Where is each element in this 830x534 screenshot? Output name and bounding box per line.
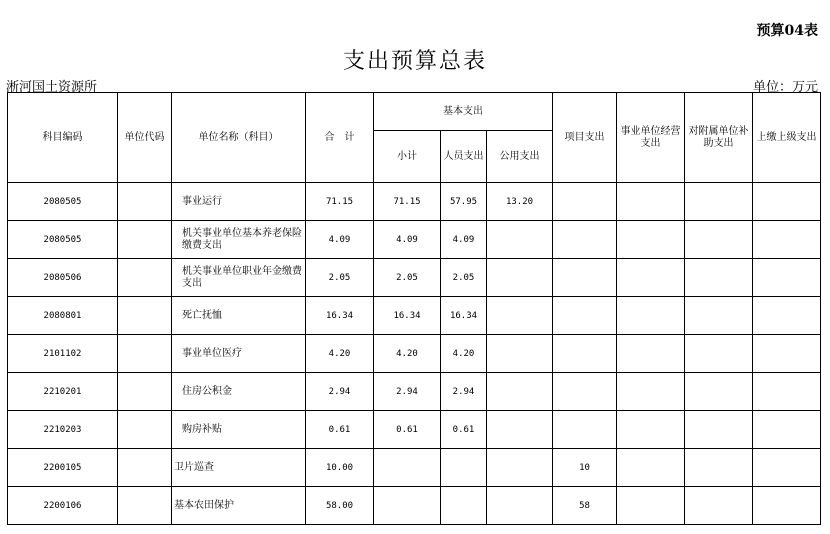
cell-business bbox=[617, 449, 685, 487]
page-title: 支出预算总表 bbox=[342, 49, 487, 74]
cell-unit-code bbox=[118, 297, 172, 335]
cell-subsidy bbox=[685, 183, 753, 221]
cell-subtotal bbox=[374, 487, 441, 525]
cell-personnel: 16.34 bbox=[441, 297, 487, 335]
form-number: 预算04表 bbox=[756, 23, 818, 39]
cell-code: 2200105 bbox=[8, 449, 118, 487]
cell-personnel bbox=[441, 449, 487, 487]
cell-name: 机关事业单位基本养老保险缴费支出 bbox=[172, 221, 306, 259]
cell-subtotal: 2.94 bbox=[374, 373, 441, 411]
cell-name: 死亡抚恤 bbox=[172, 297, 306, 335]
header-public: 公用支出 bbox=[487, 131, 553, 183]
cell-personnel: 4.20 bbox=[441, 335, 487, 373]
cell-subtotal: 4.09 bbox=[374, 221, 441, 259]
cell-total: 2.05 bbox=[306, 259, 374, 297]
cell-subsidy bbox=[685, 221, 753, 259]
cell-total: 4.09 bbox=[306, 221, 374, 259]
table-row bbox=[8, 183, 821, 221]
table-row bbox=[8, 487, 821, 525]
header-project: 项目支出 bbox=[553, 93, 617, 183]
cell-unit-code bbox=[118, 183, 172, 221]
cell-name: 事业单位医疗 bbox=[172, 335, 306, 373]
cell-unit-code bbox=[118, 335, 172, 373]
cell-personnel: 0.61 bbox=[441, 411, 487, 449]
cell-total: 10.00 bbox=[306, 449, 374, 487]
cell-subtotal: 4.20 bbox=[374, 335, 441, 373]
table-body bbox=[8, 183, 821, 525]
cell-total: 16.34 bbox=[306, 297, 374, 335]
cell-project bbox=[553, 221, 617, 259]
cell-public bbox=[487, 449, 553, 487]
cell-personnel: 2.94 bbox=[441, 373, 487, 411]
cell-personnel bbox=[441, 487, 487, 525]
cell-subsidy bbox=[685, 373, 753, 411]
cell-personnel: 57.95 bbox=[441, 183, 487, 221]
cell-code: 2200106 bbox=[8, 487, 118, 525]
unit-name: 淅河国土资源所 bbox=[6, 80, 98, 95]
cell-public bbox=[487, 297, 553, 335]
header-subtotal: 小计 bbox=[374, 131, 441, 183]
header-basic: 基本支出 bbox=[374, 93, 553, 131]
cell-business bbox=[617, 221, 685, 259]
budget-table bbox=[7, 92, 821, 525]
cell-code: 2080505 bbox=[8, 221, 118, 259]
cell-total: 2.94 bbox=[306, 373, 374, 411]
header-personnel: 人员支出 bbox=[441, 131, 487, 183]
cell-code: 2080505 bbox=[8, 183, 118, 221]
cell-business bbox=[617, 335, 685, 373]
cell-project bbox=[553, 411, 617, 449]
cell-unit-code bbox=[118, 259, 172, 297]
table-row bbox=[8, 449, 821, 487]
table-header bbox=[8, 93, 821, 183]
cell-project bbox=[553, 373, 617, 411]
cell-upper bbox=[753, 183, 821, 221]
table-row bbox=[8, 259, 821, 297]
cell-unit-code bbox=[118, 411, 172, 449]
cell-subtotal: 16.34 bbox=[374, 297, 441, 335]
cell-code: 2210203 bbox=[8, 411, 118, 449]
cell-project: 58 bbox=[553, 487, 617, 525]
cell-subsidy bbox=[685, 449, 753, 487]
cell-unit-code bbox=[118, 221, 172, 259]
cell-code: 2210201 bbox=[8, 373, 118, 411]
header-name: 单位名称（科目） bbox=[172, 93, 306, 183]
table-row bbox=[8, 335, 821, 373]
cell-business bbox=[617, 411, 685, 449]
cell-name: 基本农田保护 bbox=[172, 487, 306, 525]
cell-business bbox=[617, 487, 685, 525]
cell-subtotal: 0.61 bbox=[374, 411, 441, 449]
header-upper: 上缴上级支出 bbox=[753, 93, 821, 183]
cell-public bbox=[487, 373, 553, 411]
header-business: 事业单位经营支出 bbox=[617, 93, 685, 183]
cell-name: 机关事业单位职业年金缴费支出 bbox=[172, 259, 306, 297]
cell-total: 58.00 bbox=[306, 487, 374, 525]
table-row bbox=[8, 411, 821, 449]
cell-upper bbox=[753, 297, 821, 335]
cell-project bbox=[553, 335, 617, 373]
cell-project bbox=[553, 183, 617, 221]
table-row bbox=[8, 221, 821, 259]
header-subsidy: 对附属单位补助支出 bbox=[685, 93, 753, 183]
cell-public bbox=[487, 259, 553, 297]
cell-upper bbox=[753, 221, 821, 259]
cell-subtotal: 2.05 bbox=[374, 259, 441, 297]
cell-upper bbox=[753, 335, 821, 373]
cell-project bbox=[553, 259, 617, 297]
cell-code: 2080801 bbox=[8, 297, 118, 335]
cell-total: 71.15 bbox=[306, 183, 374, 221]
cell-total: 4.20 bbox=[306, 335, 374, 373]
cell-business bbox=[617, 183, 685, 221]
cell-public bbox=[487, 335, 553, 373]
cell-project bbox=[553, 297, 617, 335]
cell-upper bbox=[753, 373, 821, 411]
cell-unit-code bbox=[118, 373, 172, 411]
currency-unit-label: 单位：万元 bbox=[752, 80, 818, 95]
cell-public: 13.20 bbox=[487, 183, 553, 221]
cell-total: 0.61 bbox=[306, 411, 374, 449]
cell-upper bbox=[753, 411, 821, 449]
cell-code: 2101102 bbox=[8, 335, 118, 373]
cell-subsidy bbox=[685, 259, 753, 297]
cell-name: 住房公积金 bbox=[172, 373, 306, 411]
cell-public bbox=[487, 487, 553, 525]
cell-upper bbox=[753, 449, 821, 487]
cell-subtotal bbox=[374, 449, 441, 487]
cell-name: 卫片巡查 bbox=[172, 449, 306, 487]
cell-business bbox=[617, 259, 685, 297]
cell-name: 购房补贴 bbox=[172, 411, 306, 449]
cell-subtotal: 71.15 bbox=[374, 183, 441, 221]
cell-unit-code bbox=[118, 487, 172, 525]
header-total: 合 计 bbox=[306, 93, 374, 183]
cell-subsidy bbox=[685, 297, 753, 335]
cell-public bbox=[487, 221, 553, 259]
cell-code: 2080506 bbox=[8, 259, 118, 297]
table-row bbox=[8, 373, 821, 411]
cell-business bbox=[617, 297, 685, 335]
cell-project: 10 bbox=[553, 449, 617, 487]
cell-subsidy bbox=[685, 411, 753, 449]
cell-personnel: 2.05 bbox=[441, 259, 487, 297]
cell-business bbox=[617, 373, 685, 411]
header-code: 科目编码 bbox=[8, 93, 118, 183]
cell-subsidy bbox=[685, 487, 753, 525]
cell-name: 事业运行 bbox=[172, 183, 306, 221]
cell-personnel: 4.09 bbox=[441, 221, 487, 259]
cell-upper bbox=[753, 487, 821, 525]
cell-public bbox=[487, 411, 553, 449]
cell-unit-code bbox=[118, 449, 172, 487]
table-row bbox=[8, 297, 821, 335]
cell-subsidy bbox=[685, 335, 753, 373]
header-unit-code: 单位代码 bbox=[118, 93, 172, 183]
cell-upper bbox=[753, 259, 821, 297]
